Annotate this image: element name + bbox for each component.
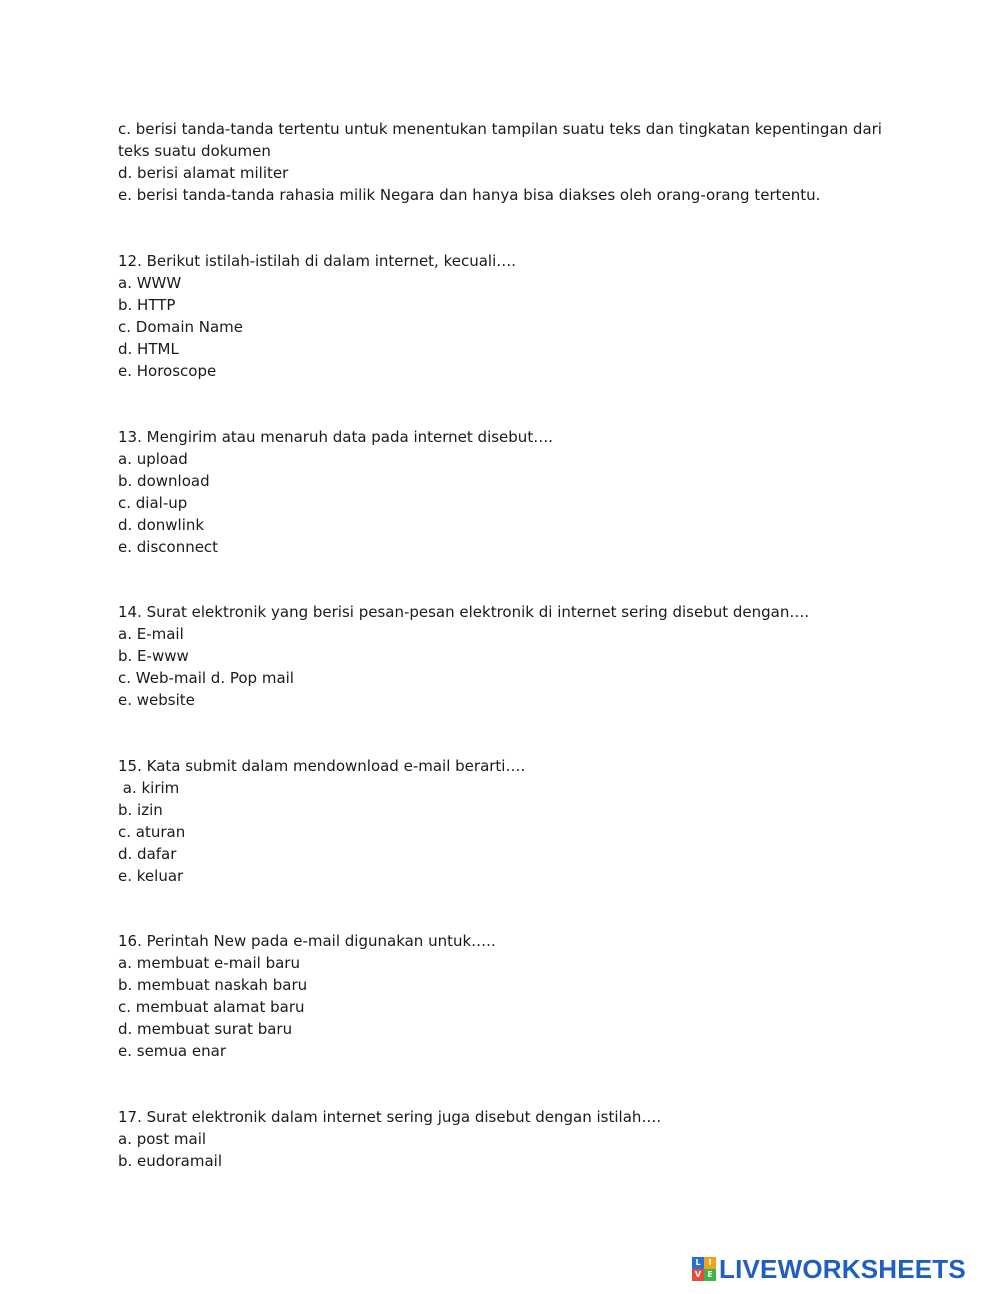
logo-mark-letter: I — [704, 1257, 716, 1269]
logo-mark-letter: E — [704, 1269, 716, 1281]
q12-option-e: e. Horoscope — [118, 362, 217, 380]
q11-option-c-line2: teks suatu dokumen — [118, 142, 271, 160]
q13-question: 13. Mengirim atau menaruh data pada internet disebut…. — [118, 428, 553, 446]
liveworksheets-logo-text: LIVEWORKSHEETS — [719, 1254, 966, 1284]
q15-option-b: b. izin — [118, 801, 163, 819]
q12-option-c: c. Domain Name — [118, 318, 244, 336]
q16-option-d: d. membuat surat baru — [118, 1020, 293, 1038]
q14-option-c-d: c. Web-mail d. Pop mail — [118, 669, 294, 687]
liveworksheets-logo-icon — [692, 1257, 716, 1281]
q11-option-c-line1: c. berisi tanda-tanda tertentu untuk menentukan tampilan suatu teks dan tingkatan kepentingan dari — [118, 120, 882, 138]
q13-option-b: b. download — [118, 472, 210, 490]
q14-question: 14. Surat elektronik yang berisi pesan-pesan elektronik di internet sering disebut dengan…. — [118, 603, 810, 621]
logo-mark-letter: V — [692, 1269, 704, 1281]
q15-option-a: a. kirim — [118, 779, 180, 797]
q13-option-e: e. disconnect — [118, 538, 219, 556]
q11-option-d: d. berisi alamat militer — [118, 164, 289, 182]
q15-question: 15. Kata submit dalam mendownload e-mail berarti…. — [118, 757, 526, 775]
q11-option-e: e. berisi tanda-tanda rahasia milik Negara dan hanya bisa diakses oleh orang-orang tertentu. — [118, 186, 821, 204]
q14-option-e: e. website — [118, 691, 195, 709]
q12-option-a: a. WWW — [118, 274, 182, 292]
q16-option-c: c. membuat alamat baru — [118, 998, 305, 1016]
q14-option-a: a. E-mail — [118, 625, 184, 643]
q15-option-e: e. keluar — [118, 867, 184, 885]
q14-option-b: b. E-www — [118, 647, 189, 665]
q15-option-d: d. dafar — [118, 845, 177, 863]
q12-option-d: d. HTML — [118, 340, 179, 358]
q17-option-a: a. post mail — [118, 1130, 207, 1148]
liveworksheets-logo — [692, 1255, 966, 1283]
logo-mark-letter: L — [692, 1257, 704, 1269]
q17-question: 17. Surat elektronik dalam internet sering juga disebut dengan istilah…. — [118, 1108, 662, 1126]
q15-option-c: c. aturan — [118, 823, 186, 841]
q13-option-d: d. donwlink — [118, 516, 205, 534]
q16-option-b: b. membuat naskah baru — [118, 976, 308, 994]
q16-option-e: e. semua enar — [118, 1042, 226, 1060]
q12-question: 12. Berikut istilah-istilah di dalam internet, kecuali…. — [118, 252, 517, 270]
q16-option-a: a. membuat e-mail baru — [118, 954, 300, 972]
q12-option-b: b. HTTP — [118, 296, 176, 314]
q13-option-a: a. upload — [118, 450, 188, 468]
q17-option-b: b. eudoramail — [118, 1152, 222, 1170]
q16-question: 16. Perintah New pada e-mail digunakan untuk….. — [118, 932, 496, 950]
q13-option-c: c. dial-up — [118, 494, 188, 512]
